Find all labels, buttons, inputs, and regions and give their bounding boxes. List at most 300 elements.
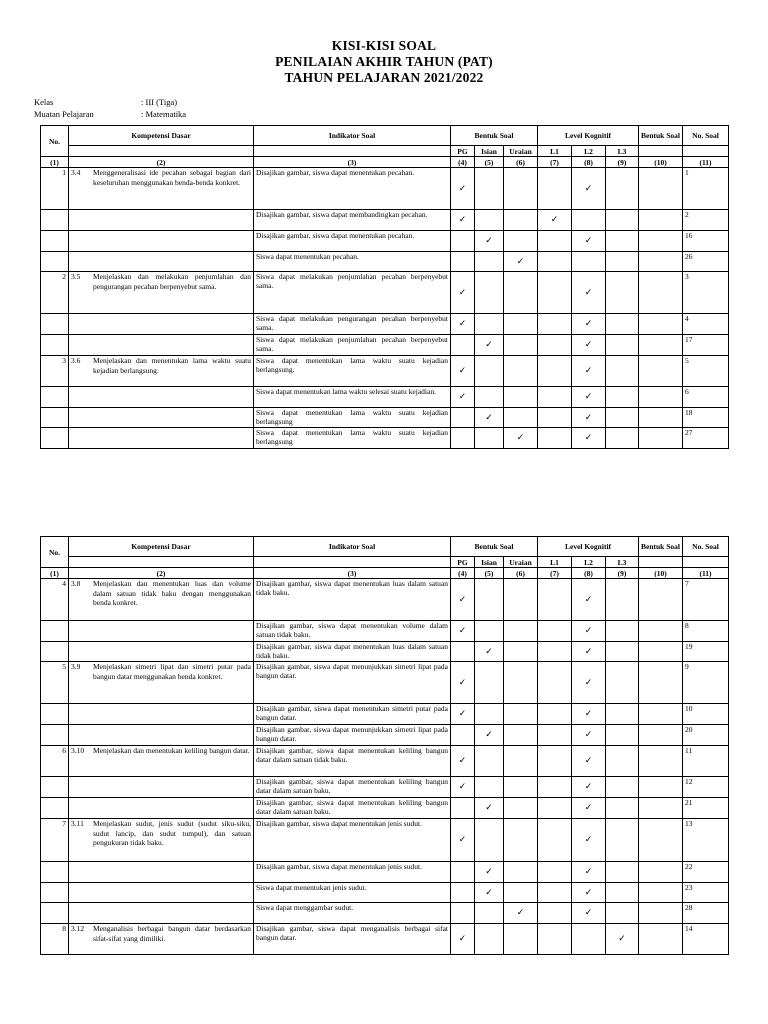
check-icon: ✓ xyxy=(550,215,559,225)
kd-cell xyxy=(69,428,254,449)
check-cell xyxy=(451,746,475,777)
kd-cell xyxy=(69,579,254,621)
table-row xyxy=(41,924,729,955)
check-cell xyxy=(451,621,475,642)
check-cell xyxy=(606,356,639,387)
check-cell xyxy=(451,428,475,449)
header-indikator: Indikator Soal xyxy=(254,537,451,557)
column-number: (9) xyxy=(606,568,639,579)
row-no xyxy=(41,777,69,798)
kd-cell xyxy=(69,903,254,924)
check-icon: ✓ xyxy=(458,183,467,194)
check-cell xyxy=(572,387,606,408)
kd-cell xyxy=(69,621,254,642)
header-blank xyxy=(639,557,683,568)
check-cell xyxy=(504,662,538,704)
header-bentuk-soal: Bentuk Soal xyxy=(639,537,683,557)
indikator-cell xyxy=(254,314,451,335)
check-cell xyxy=(572,314,606,335)
check-icon: ✓ xyxy=(584,709,593,719)
indikator-cell xyxy=(254,621,451,642)
row-no xyxy=(41,704,69,725)
no-soal-cell: 2 xyxy=(683,210,729,231)
header-bentuk: Bentuk Soal xyxy=(451,126,538,146)
header-kd-sub xyxy=(69,557,254,568)
row-no xyxy=(41,883,69,903)
check-cell xyxy=(538,798,572,819)
check-icon: ✓ xyxy=(458,215,467,225)
indikator-text: Disajikan gambar, siswa dapat menentukan pecahan. xyxy=(256,168,415,177)
check-cell xyxy=(572,662,606,704)
check-cell xyxy=(538,335,572,356)
indikator-text: Siswa dapat melakukan penjumlahan pecahan berpenyebut sama. xyxy=(256,272,448,290)
header-indikator: Indikator Soal xyxy=(254,126,451,146)
row-no xyxy=(41,210,69,231)
check-icon: ✓ xyxy=(584,236,593,246)
bentuk-soal-cell xyxy=(639,883,683,903)
check-cell xyxy=(475,621,504,642)
check-icon: ✓ xyxy=(584,319,593,329)
row-no xyxy=(41,642,69,662)
indikator-text: Siswa dapat menentukan lama waktu suatu kejadian berlangsung xyxy=(256,408,448,426)
indikator-cell xyxy=(254,777,451,798)
check-cell xyxy=(475,168,504,210)
row-no xyxy=(41,725,69,746)
indikator-text: Siswa dapat menentukan jenis sudut. xyxy=(256,883,367,892)
kisi-table-2 xyxy=(40,536,729,955)
check-cell xyxy=(538,819,572,862)
column-number: (2) xyxy=(69,157,254,168)
check-cell xyxy=(572,725,606,746)
kd-text: Menganalisis berbagai bangun datar berdasarkan sifat-sifat yang dimiliki. xyxy=(93,924,251,943)
kd-text: Menjelaskan dan melakukan penjumlahan dan pengurangan pecahan berpenyebut sama. xyxy=(93,272,251,291)
check-cell xyxy=(572,777,606,798)
kd-cell xyxy=(69,883,254,903)
no-soal-cell: 5 xyxy=(683,356,729,387)
header-pg: PG xyxy=(451,146,475,157)
check-cell xyxy=(475,642,504,662)
kd-code: 3.10 xyxy=(71,746,85,755)
check-cell xyxy=(538,428,572,449)
indikator-text: Siswa dapat menentukan lama waktu selesai suatu kejadian. xyxy=(256,387,436,396)
check-cell xyxy=(451,252,475,272)
header-level: Level Kognitif xyxy=(538,537,639,557)
header-l1: L1 xyxy=(538,557,572,568)
check-icon: ✓ xyxy=(584,908,593,918)
no-soal-cell: 17 xyxy=(683,335,729,356)
check-icon: ✓ xyxy=(584,392,593,402)
check-cell xyxy=(504,314,538,335)
check-cell xyxy=(475,356,504,387)
no-soal-cell: 18 xyxy=(683,408,729,428)
table-row xyxy=(41,408,729,428)
check-cell xyxy=(504,168,538,210)
check-cell xyxy=(572,428,606,449)
academic-year: TAHUN PELAJARAN 2021/2022 xyxy=(284,70,484,85)
kd-code: 3.9 xyxy=(71,662,81,671)
check-icon: ✓ xyxy=(584,646,593,657)
bentuk-soal-cell xyxy=(639,725,683,746)
table-row xyxy=(41,272,729,314)
check-icon: ✓ xyxy=(584,835,593,845)
indikator-text: Siswa dapat menentukan lama waktu suatu kejadian berlangsung. xyxy=(256,356,448,374)
indikator-cell xyxy=(254,252,451,272)
kd-cell xyxy=(69,252,254,272)
column-number: (9) xyxy=(606,157,639,168)
bentuk-soal-cell xyxy=(639,168,683,210)
check-icon: ✓ xyxy=(458,835,467,845)
row-no: 2 xyxy=(41,272,69,314)
check-icon: ✓ xyxy=(584,782,593,792)
kd-code: 3.8 xyxy=(71,579,81,588)
indikator-text: Disajikan gambar, siswa dapat menentukan volume dalam satuan tidak baku. xyxy=(256,621,448,639)
check-cell xyxy=(538,704,572,725)
column-number: (1) xyxy=(41,157,69,168)
kd-cell xyxy=(69,862,254,883)
indikator-cell xyxy=(254,408,451,428)
check-cell xyxy=(606,231,639,252)
table-row xyxy=(41,210,729,231)
check-cell xyxy=(538,621,572,642)
check-cell xyxy=(504,231,538,252)
check-cell xyxy=(606,621,639,642)
check-cell xyxy=(475,924,504,955)
header-l3: L3 xyxy=(606,557,639,568)
check-cell xyxy=(606,168,639,210)
check-icon: ✓ xyxy=(516,433,525,443)
check-cell xyxy=(451,356,475,387)
bentuk-soal-cell xyxy=(639,642,683,662)
check-icon: ✓ xyxy=(618,934,626,944)
indikator-text: Disajikan gambar, siswa dapat menentukan pecahan. xyxy=(256,231,415,240)
check-cell xyxy=(538,314,572,335)
check-cell xyxy=(475,883,504,903)
check-cell xyxy=(451,335,475,356)
no-soal-cell: 28 xyxy=(683,903,729,924)
check-cell xyxy=(475,798,504,819)
indikator-text: Disajikan gambar, siswa dapat menentukan keliling bangun datar dalam satuan baku. xyxy=(256,777,448,795)
column-number: (1) xyxy=(41,568,69,579)
check-cell xyxy=(606,924,639,955)
no-soal-cell: 14 xyxy=(683,924,729,955)
check-cell xyxy=(572,862,606,883)
row-no: 6 xyxy=(41,746,69,777)
indikator-cell xyxy=(254,746,451,777)
table-row xyxy=(41,862,729,883)
indikator-text: Disajikan gambar, siswa dapat membandingkan pecahan. xyxy=(256,210,428,219)
table-row xyxy=(41,387,729,408)
bentuk-soal-cell xyxy=(639,662,683,704)
document-title: KISI-KISI SOAL xyxy=(331,38,437,53)
check-cell xyxy=(504,210,538,231)
check-icon: ✓ xyxy=(584,433,593,443)
kd-cell xyxy=(69,746,254,777)
check-cell xyxy=(451,725,475,746)
check-cell xyxy=(504,798,538,819)
check-cell xyxy=(606,883,639,903)
kd-code: 3.11 xyxy=(71,819,84,828)
check-cell xyxy=(606,408,639,428)
bentuk-soal-cell xyxy=(639,428,683,449)
kd-cell xyxy=(69,168,254,210)
header-kd-sub xyxy=(69,146,254,157)
kd-cell xyxy=(69,642,254,662)
check-cell xyxy=(572,272,606,314)
check-icon: ✓ xyxy=(584,756,593,766)
kd-cell xyxy=(69,725,254,746)
indikator-cell xyxy=(254,387,451,408)
row-no: 7 xyxy=(41,819,69,862)
check-cell xyxy=(475,314,504,335)
check-cell xyxy=(606,272,639,314)
header-no: No. xyxy=(41,537,69,568)
no-soal-cell: 4 xyxy=(683,314,729,335)
check-cell xyxy=(451,642,475,662)
bentuk-soal-cell xyxy=(639,335,683,356)
check-icon: ✓ xyxy=(458,626,467,636)
check-cell xyxy=(606,746,639,777)
indikator-text: Siswa dapat menentukan lama waktu suatu kejadian berlangsung xyxy=(256,428,448,446)
table-row xyxy=(41,819,729,862)
check-icon: ✓ xyxy=(485,412,493,423)
check-cell xyxy=(451,210,475,231)
indikator-cell xyxy=(254,642,451,662)
check-cell xyxy=(606,210,639,231)
table-row xyxy=(41,798,729,819)
check-icon: ✓ xyxy=(485,887,493,898)
check-cell xyxy=(475,252,504,272)
bentuk-soal-cell xyxy=(639,356,683,387)
bentuk-soal-cell xyxy=(639,819,683,862)
indikator-text: Disajikan gambar, siswa dapat menentukan jenis sudut. xyxy=(256,819,422,828)
kd-code: 3.4 xyxy=(71,168,81,177)
no-soal-cell: 23 xyxy=(683,883,729,903)
table-row xyxy=(41,883,729,903)
indikator-cell xyxy=(254,704,451,725)
check-icon: ✓ xyxy=(584,366,593,376)
kd-cell xyxy=(69,408,254,428)
kd-cell xyxy=(69,704,254,725)
check-cell xyxy=(451,579,475,621)
check-cell xyxy=(538,387,572,408)
bentuk-soal-cell xyxy=(639,252,683,272)
check-icon: ✓ xyxy=(584,340,593,350)
check-cell xyxy=(475,210,504,231)
kd-cell xyxy=(69,387,254,408)
table-row xyxy=(41,168,729,210)
kd-cell xyxy=(69,314,254,335)
indikator-cell xyxy=(254,356,451,387)
row-no xyxy=(41,903,69,924)
column-number: (11) xyxy=(683,157,729,168)
check-cell xyxy=(538,777,572,798)
column-number: (4) xyxy=(451,157,475,168)
check-cell xyxy=(606,428,639,449)
check-cell xyxy=(504,621,538,642)
check-cell xyxy=(451,777,475,798)
check-cell xyxy=(606,252,639,272)
header-blank xyxy=(683,146,729,157)
header-no: No. xyxy=(41,126,69,157)
check-cell xyxy=(475,903,504,924)
indikator-cell xyxy=(254,924,451,955)
check-cell xyxy=(538,272,572,314)
no-soal-cell: 20 xyxy=(683,725,729,746)
bentuk-soal-cell xyxy=(639,272,683,314)
column-number: (8) xyxy=(572,157,606,168)
document-subtitle: PENILAIAN AKHIR TAHUN (PAT) xyxy=(275,54,493,69)
table-row xyxy=(41,231,729,252)
indikator-cell xyxy=(254,231,451,252)
check-cell xyxy=(451,272,475,314)
indikator-cell xyxy=(254,883,451,903)
check-icon: ✓ xyxy=(584,887,593,898)
table-row xyxy=(41,725,729,746)
kelas-label: Kelas xyxy=(34,97,54,107)
check-cell xyxy=(451,662,475,704)
check-icon: ✓ xyxy=(485,867,493,877)
header-isian: Isian xyxy=(475,146,504,157)
header-blank xyxy=(639,146,683,157)
header-l3: L3 xyxy=(606,146,639,157)
check-icon: ✓ xyxy=(458,366,467,376)
check-cell xyxy=(504,408,538,428)
check-cell xyxy=(475,662,504,704)
bentuk-soal-cell xyxy=(639,746,683,777)
check-cell xyxy=(475,335,504,356)
no-soal-cell: 21 xyxy=(683,798,729,819)
bentuk-soal-cell xyxy=(639,231,683,252)
row-no: 3 xyxy=(41,356,69,387)
mapel-value: : Matematika xyxy=(141,109,187,119)
header-no-soal: No. Soal xyxy=(683,126,729,146)
check-cell xyxy=(451,704,475,725)
row-no xyxy=(41,408,69,428)
indikator-text: Disajikan gambar, siswa dapat menentukan jenis sudut. xyxy=(256,862,422,871)
check-cell xyxy=(606,314,639,335)
check-cell xyxy=(572,168,606,210)
kd-text: Menjelaskan dan menentukan luas dan volume dalam satuan tidak baku dengan menggunakan benda konkret. xyxy=(93,579,251,607)
no-soal-cell: 11 xyxy=(683,746,729,777)
check-cell xyxy=(538,168,572,210)
no-soal-cell: 16 xyxy=(683,231,729,252)
table-row xyxy=(41,428,729,449)
check-cell xyxy=(504,924,538,955)
check-cell xyxy=(572,231,606,252)
header-l2: L2 xyxy=(572,146,606,157)
check-cell xyxy=(451,231,475,252)
row-no: 8 xyxy=(41,924,69,955)
indikator-cell xyxy=(254,579,451,621)
kd-cell xyxy=(69,231,254,252)
no-soal-cell: 1 xyxy=(683,168,729,210)
indikator-text: Disajikan gambar, siswa dapat menentukan luas dalam satuan tidak baku. xyxy=(256,579,448,597)
indikator-cell xyxy=(254,725,451,746)
check-cell xyxy=(538,252,572,272)
indikator-text: Disajikan gambar, siswa dapat menentukan luas dalam satuan tidak baku. xyxy=(256,642,448,660)
kd-code: 3.12 xyxy=(71,924,85,933)
row-no xyxy=(41,621,69,642)
check-cell xyxy=(538,924,572,955)
no-soal-cell: 6 xyxy=(683,387,729,408)
check-icon: ✓ xyxy=(485,730,493,740)
table-row xyxy=(41,314,729,335)
no-soal-cell: 7 xyxy=(683,579,729,621)
kd-cell xyxy=(69,356,254,387)
table-row xyxy=(41,579,729,621)
check-cell xyxy=(504,252,538,272)
check-icon: ✓ xyxy=(458,709,467,719)
header-isian: Isian xyxy=(475,557,504,568)
header-level: Level Kognitif xyxy=(538,126,639,146)
check-cell xyxy=(572,819,606,862)
check-icon: ✓ xyxy=(458,319,467,329)
column-number: (5) xyxy=(475,157,504,168)
check-cell xyxy=(606,335,639,356)
check-cell xyxy=(451,387,475,408)
table-row xyxy=(41,621,729,642)
check-cell xyxy=(504,777,538,798)
check-icon: ✓ xyxy=(458,594,467,605)
row-no xyxy=(41,387,69,408)
table-row xyxy=(41,746,729,777)
row-no: 5 xyxy=(41,662,69,704)
check-cell xyxy=(451,883,475,903)
check-cell xyxy=(504,819,538,862)
check-cell xyxy=(572,621,606,642)
check-cell xyxy=(572,335,606,356)
check-cell xyxy=(451,862,475,883)
check-cell xyxy=(451,798,475,819)
kd-cell xyxy=(69,335,254,356)
check-cell xyxy=(572,883,606,903)
check-cell xyxy=(504,746,538,777)
row-no xyxy=(41,252,69,272)
indikator-text: Disajikan gambar, siswa dapat menganalisis berbagai sifat bangun datar. xyxy=(256,924,448,942)
check-cell xyxy=(451,819,475,862)
check-cell xyxy=(504,428,538,449)
check-cell xyxy=(572,642,606,662)
indikator-cell xyxy=(254,798,451,819)
kelas-value: : III (Tiga) xyxy=(141,97,178,107)
check-cell xyxy=(606,862,639,883)
check-icon: ✓ xyxy=(516,908,525,918)
kd-cell xyxy=(69,210,254,231)
indikator-cell xyxy=(254,335,451,356)
check-icon: ✓ xyxy=(584,594,593,605)
no-soal-cell: 12 xyxy=(683,777,729,798)
check-icon: ✓ xyxy=(485,646,493,657)
check-cell xyxy=(572,579,606,621)
no-soal-cell: 13 xyxy=(683,819,729,862)
check-cell xyxy=(451,168,475,210)
check-cell xyxy=(475,387,504,408)
header-uraian: Uraian xyxy=(504,557,538,568)
mapel-label: Muatan Pelajaran xyxy=(34,109,94,119)
bentuk-soal-cell xyxy=(639,798,683,819)
table-row xyxy=(41,704,729,725)
indikator-cell xyxy=(254,662,451,704)
indikator-text: Disajikan gambar, siswa dapat menunjukkan simetri lipat pada bangun datar. xyxy=(256,725,448,743)
header-pg: PG xyxy=(451,557,475,568)
column-number: (7) xyxy=(538,568,572,579)
no-soal-cell: 27 xyxy=(683,428,729,449)
column-number: (3) xyxy=(254,568,451,579)
check-cell xyxy=(504,704,538,725)
check-icon: ✓ xyxy=(485,236,493,246)
kd-text: Menjelaskan sudut, jenis sudut (sudut siku-siku, sudut lancip, dan sudut tumpul), dan satuan pengukuran tidak baku. xyxy=(93,819,251,847)
check-icon: ✓ xyxy=(458,392,467,402)
